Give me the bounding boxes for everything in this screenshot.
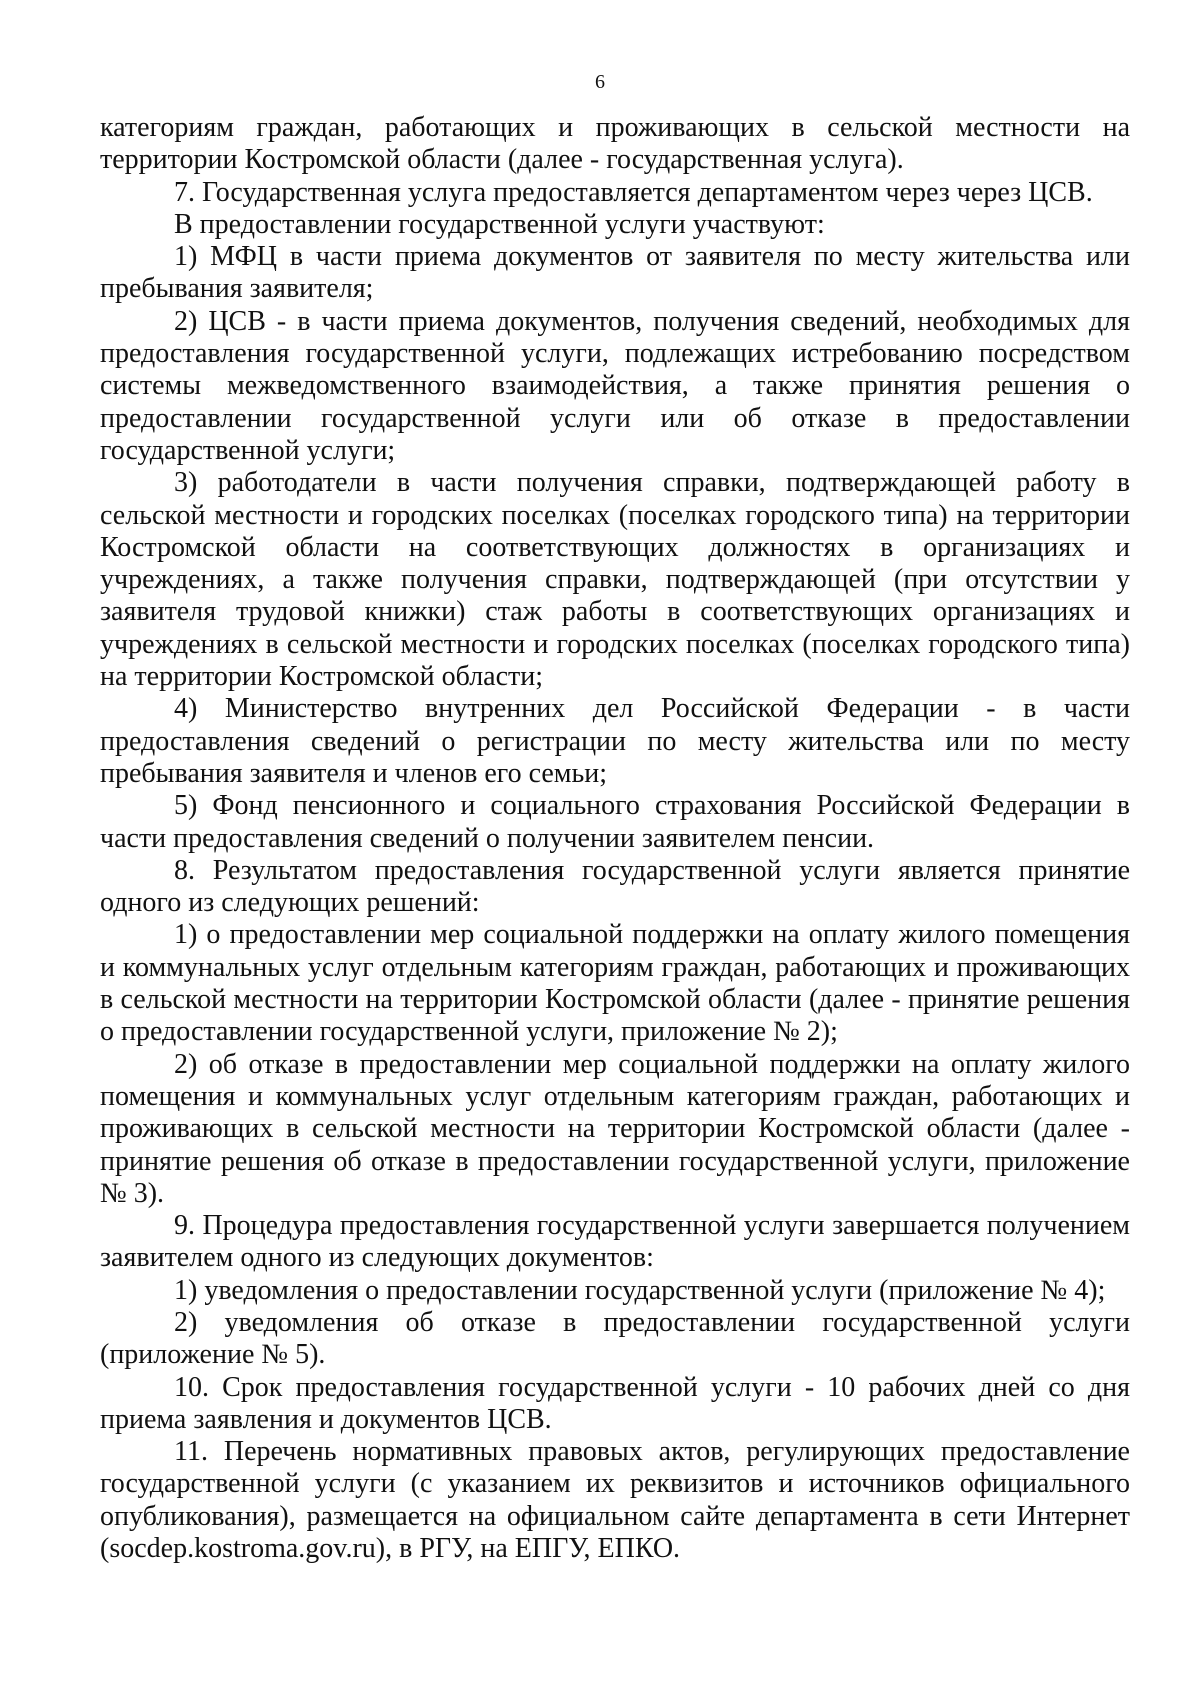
paragraph-continuation: категориям граждан, работающих и проживающих в сельской местности на территории Костромской области (далее - государственная услуга).	[100, 112, 1130, 176]
paragraph-document-2: 2) уведомления об отказе в предоставлении государственной услуги (приложение № 5).	[100, 1306, 1130, 1371]
paragraph-decision-1: 1) о предоставлении мер социальной поддержки на оплату жилого помещения и коммунальных услуг отдельным категориям граждан, работающих и проживающих в сельской местности на территории Костромской области (далее - принятие решения о предоставлении государственной услуги, приложение № 2);	[100, 919, 1130, 1048]
paragraph-participant-2: 2) ЦСВ - в части приема документов, получения сведений, необходимых для предоставления государственной услуги, подлежащих истребованию посредством системы межведомственного взаимодействия, а также принятия решения о предоставлении государственной услуги или об отказе в предоставлении государственной услуги;	[100, 305, 1130, 466]
paragraph-decision-2: 2) об отказе в предоставлении мер социальной поддержки на оплату жилого помещения и коммунальных услуг отдельным категориям граждан, работающих и проживающих в сельской местности на территории Костромской области (далее - принятие решения об отказе в предоставлении государственной услуги, приложение № 3).	[100, 1048, 1130, 1209]
page-number: 6	[595, 71, 605, 93]
paragraph-participant-4: 4) Министерство внутренних дел Российской Федерации - в части предоставления сведений о регистрации по месту жительства или по месту пребывания заявителя и членов его семьи;	[100, 693, 1130, 789]
document-body	[100, 112, 1130, 1565]
paragraph-participant-1: 1) МФЦ в части приема документов от заявителя по месту жительства или пребывания заявителя;	[100, 241, 1130, 305]
paragraph-participant-5: 5) Фонд пенсионного и социального страхования Российской Федерации в части предоставления сведений о получении заявителем пенсии.	[100, 790, 1130, 854]
paragraph-participants-intro: В предоставлении государственной услуги участвуют:	[174, 208, 825, 240]
paragraph-participant-3: 3) работодатели в части получения справки, подтверждающей работу в сельской местности и городских поселках (поселках городского типа) на территории Костромской области на соответствующих должностях в организациях и учреждениях, а также получения справки, подтверждающей (при отсутствии у заявителя трудовой книжки) стаж работы в соответствующих организациях и учреждениях в сельской местности и городских поселках (поселках городского типа) на территории Костромской области;	[100, 467, 1130, 693]
paragraph-item-8: 8. Результатом предоставления государственной услуги является принятие одного из следующих решений:	[100, 854, 1130, 919]
paragraph-item-11: 11. Перечень нормативных правовых актов, регулирующих предоставление государственной услуги (с указанием их реквизитов и источников официального опубликования), размещается на официальном сайте департамента в сети Интернет (socdep.kostroma.gov.ru), в РГУ, на ЕПГУ, ЕПКО.	[100, 1436, 1130, 1565]
paragraph-document-1: 1) уведомления о предоставлении государственной услуги (приложение № 4);	[174, 1274, 1106, 1306]
paragraph-item-10: 10. Срок предоставления государственной услуги - 10 рабочих дней со дня приема заявления и документов ЦСВ.	[100, 1371, 1130, 1435]
paragraph-item-7: 7. Государственная услуга предоставляется департаментом через через ЦСВ.	[174, 176, 1093, 208]
paragraph-item-9: 9. Процедура предоставления государственной услуги завершается получением заявителем одного из следующих документов:	[100, 1210, 1130, 1274]
